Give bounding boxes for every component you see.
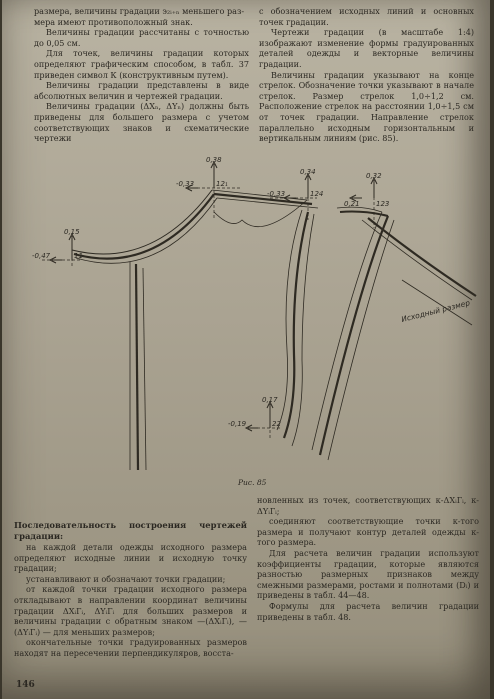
text-column-top-right <box>259 6 474 144</box>
paragraph: соединяют соответствующие точки к-того размера и получают контур деталей одежды к-того размера. <box>257 516 479 548</box>
figure-caption: Рис. 85 <box>238 478 267 487</box>
paragraph: мера имеют противоположный знак. <box>34 16 193 27</box>
label-value: 0,32 <box>366 172 382 180</box>
page-number: 146 <box>16 680 35 690</box>
section-heading: Последовательность построения чертежей градации: <box>14 520 247 541</box>
paragraph: Для расчета величин градации используют коэффициенты градации, которые являются разностью размерных признаков между смежными размерами, ростами и полнотами (Dᵢ) и приведены в табл. 44—48. <box>257 547 479 601</box>
paragraph: на каждой детали одежды исходного размера определяют исходные линии и исходную точку градации; <box>14 542 247 574</box>
label-value: 0,38 <box>206 156 222 164</box>
paragraph: с обозначением исходных линий и основных точек градации. <box>259 6 474 27</box>
label-value: 0,34 <box>300 168 316 176</box>
label-point: 123 <box>376 200 390 208</box>
label-point: 11 <box>74 252 83 260</box>
label-value: -0,33 <box>176 180 195 188</box>
label-value: -0,33 <box>267 190 286 198</box>
paragraph: устанавливают и обозначают точки градации; <box>26 573 226 584</box>
paragraph: от каждой точки градации исходного размера откладывают в направлении координат величины градации ΔXᵢГᵢ, ΔYᵢГᵢ для больших размеров и величины градации с обратным знаком —(ΔXᵢГᵢ), —(ΔYᵢГᵢ) — для меньших размеров; <box>14 584 247 637</box>
paragraph: Формулы для расчета величин градации приведены в табл. 48. <box>257 600 479 622</box>
paragraph: Величины градации представлены в виде абсолютных величин и чертежей градации. <box>34 80 249 101</box>
label-value: -0,19 <box>228 420 247 428</box>
paragraph: Для точек, величины градации которых определяют графическим способом, в табл. 37 приведен символ К (конструктивным путем). <box>34 48 249 80</box>
text-column-bottom-right <box>257 495 479 622</box>
line-label: Исходный размер <box>400 298 471 324</box>
grading-drawing <box>2 150 490 480</box>
text-column-top-left <box>34 6 249 144</box>
book-page <box>2 0 490 699</box>
paragraph: размера, величины градации э₂ᵢ₊ₙ меньшего раз- <box>34 6 245 16</box>
label-value: 0,15 <box>64 228 80 236</box>
label-point: 22 <box>272 420 281 428</box>
paragraph: новленных из точек, соответствующих к-ΔXᵢГᵢ, к-ΔYᵢГᵢ; <box>257 495 479 516</box>
paragraph: Величины градации рассчитаны с точностью до 0,05 см. <box>34 27 249 48</box>
text-column-bottom-left <box>14 520 247 659</box>
label-point: 124 <box>310 190 324 198</box>
paragraph: Величины градации (ΔXₙ, ΔYₙ) должны быть приведены для большего размера с учетом соответствующих знаков и схематические чертежи <box>34 101 249 144</box>
paragraph: окончательные точки градуированных размеров находят на пересечении перпендикуляров, восста- <box>14 637 247 658</box>
label-value: 0,21 <box>344 200 360 208</box>
paragraph: Чертежи градации (в масштабе 1:4) изображают изменение формы градуированных деталей одежды и векторные величины градации. <box>259 27 474 69</box>
label-value: 0,17 <box>262 396 278 404</box>
label-value: -0,47 <box>32 252 51 260</box>
paragraph: Величины градации указывают на конце стрелок. Обозначение точки указывают в начале стрелок. Размер стрелок 1,0÷1,2 см. Расположение стрелок на расстоянии 1,0÷1,5 см от точек градации. Направление стрелок параллельно исходным горизонтальным и вертикальным линиям (рис. 85). <box>259 69 474 144</box>
label-point: 12₁ <box>216 180 228 188</box>
